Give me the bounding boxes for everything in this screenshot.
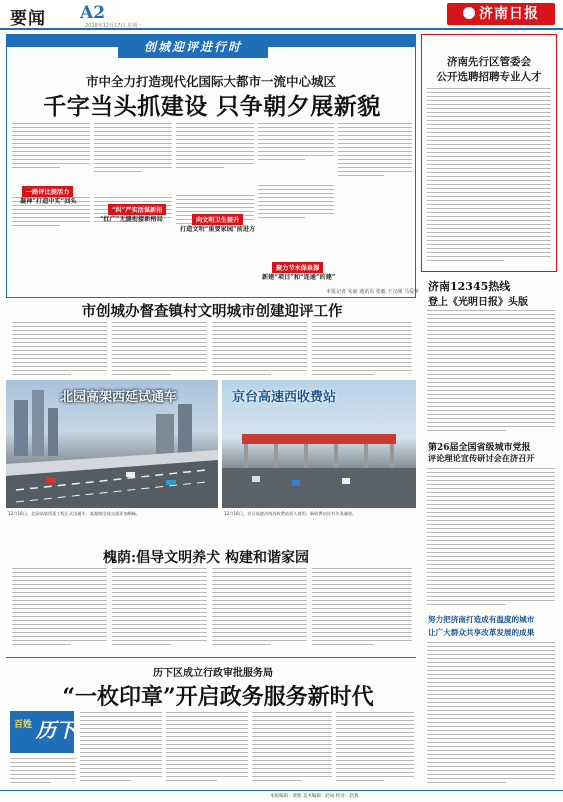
lead-banner: 创城迎评进行时 bbox=[118, 36, 268, 58]
lead-byline: 本报记者 朱丽 通讯员 张毅 王汉刚 马爱华 bbox=[326, 289, 419, 295]
section-name: 要闻 bbox=[10, 9, 46, 29]
dog-raising-headline: 槐荫:倡导文明养犬 构建和谐家园 bbox=[102, 550, 310, 566]
inspection-text-column bbox=[112, 322, 207, 378]
lead-text-column bbox=[94, 123, 172, 283]
dog-raising-text-column bbox=[312, 568, 412, 652]
approval-text-column bbox=[336, 712, 414, 788]
city-warmth-headline: 努力把济南打造成有温度的城市 bbox=[428, 615, 535, 624]
recruitment-subtitle: 公开选聘招聘专业人才 bbox=[436, 71, 542, 83]
lead-subhead: “纠”严实活谋新招 bbox=[108, 204, 166, 215]
city-warmth-subheadline: 让广大群众共享改革发展的成果 bbox=[428, 628, 535, 637]
dog-raising-text-column bbox=[112, 568, 207, 652]
dog-raising-text-column bbox=[212, 568, 307, 652]
seminar-headline: 第26届全国省级城市党报 bbox=[428, 443, 531, 453]
hotline-text bbox=[427, 310, 555, 436]
seminar-subheadline: 评论理论宣传研讨会在济召开 bbox=[428, 453, 535, 463]
newspaper-logo bbox=[447, 3, 555, 25]
lead-subhead-line: 新建“项目”和“连通”的建” bbox=[262, 274, 336, 281]
column-logo-secondary: 历下 bbox=[36, 718, 76, 742]
approval-text-column bbox=[10, 758, 76, 788]
approval-text-column bbox=[252, 712, 332, 788]
logo-mark-icon bbox=[463, 7, 475, 19]
dog-raising-text-column bbox=[12, 568, 107, 652]
lead-subhead: 向文明卫生提升 bbox=[192, 214, 243, 225]
lead-text-column bbox=[258, 123, 334, 283]
page-number: A2 bbox=[80, 3, 106, 23]
approval-text-column bbox=[166, 712, 248, 788]
section-divider bbox=[6, 657, 416, 658]
hotline-subheadline: 登上《光明日报》头版 bbox=[428, 297, 528, 308]
approval-text-column bbox=[80, 712, 162, 788]
inspection-headline: 市创城办督查镇村文明城市创建迎评工作 bbox=[81, 303, 343, 320]
lead-kicker: 市中全力打造现代化国际大都市一流中心城区 bbox=[85, 74, 336, 89]
inspection-text-column bbox=[212, 322, 307, 378]
approval-bureau-kicker: 历下区成立行政审批服务局 bbox=[153, 668, 273, 679]
lead-text-column bbox=[338, 123, 412, 283]
hotline-headline: 济南12345热线 bbox=[428, 280, 511, 293]
lead-subhead: 一路评比提活力 bbox=[22, 186, 73, 197]
elevated-road-caption: 12月16日，北园高架西延工程正式试通车，高架路沿线交通更加顺畅。 bbox=[8, 511, 141, 516]
city-warmth-text bbox=[427, 642, 555, 788]
footer-credits: 本版编辑：栾新 美术编辑：赵成 校对：赵燕 bbox=[270, 794, 359, 799]
inspection-text-column bbox=[12, 322, 107, 378]
column-logo-primary: 百姓 bbox=[14, 720, 33, 730]
lead-subhead: 聚力节水保泉源 bbox=[272, 262, 323, 273]
lead-text-column bbox=[176, 123, 254, 283]
seminar-text bbox=[427, 468, 555, 610]
recruitment-text bbox=[427, 88, 551, 266]
inspection-text-column bbox=[312, 322, 412, 378]
lead-headline: 千字当头抓建设 只争朝夕展新貌 bbox=[43, 93, 381, 120]
elevated-road-photo-title: 北园高架西延试通车 bbox=[60, 390, 178, 405]
issue-date: 2018年12月17日 星期一 bbox=[85, 23, 143, 29]
lead-subhead-line: 打造文明“重要家园”前进方 bbox=[180, 226, 256, 233]
recruitment-title: 济南先行区管委会 bbox=[447, 56, 531, 68]
toll-station-photo-title: 京台高速西收费站 bbox=[232, 390, 337, 405]
logo-text: 济南日报 bbox=[479, 6, 539, 22]
approval-bureau-headline: “一枚印章”开启政务服务新时代 bbox=[62, 684, 374, 710]
lead-subhead-line: 凝神”打造中实“回头 bbox=[20, 198, 77, 205]
toll-station-caption: 12月16日，京台高速济南西收费站投入使用，新收费站设有多条通道。 bbox=[224, 511, 357, 516]
lead-subhead-line: “红广”无缝衔接新格局 bbox=[100, 216, 163, 223]
